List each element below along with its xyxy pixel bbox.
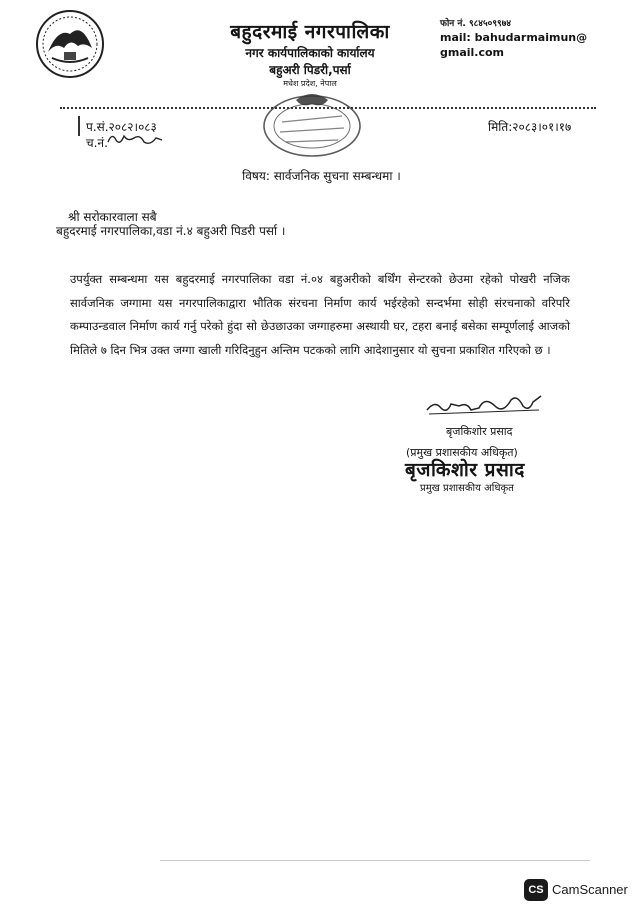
office-seal-stamp-icon	[252, 86, 372, 158]
government-emblem-icon	[34, 8, 106, 80]
camscanner-logo-icon: CS	[524, 879, 548, 901]
recipient-line-1: श्री सरोकारवाला सबै	[68, 210, 157, 224]
signatory-name: बृजकिशोर प्रसाद	[446, 425, 513, 438]
letter-subject: विषय: सार्वजनिक सुचना सम्बन्धमा ।	[242, 169, 401, 183]
camscanner-label: CamScanner	[552, 882, 628, 897]
page-bottom-line	[160, 860, 590, 861]
province-line: मधेश प्रदेश, नेपाल	[283, 79, 337, 88]
reference-margin-bar	[78, 116, 80, 136]
signatory-title: (प्रमुख प्रशासकीय अधिकृत)	[406, 446, 518, 459]
handwritten-dispatch-number	[104, 130, 164, 148]
handwritten-signature	[425, 392, 543, 418]
recipient-line-2: बहुदरमाई नगरपालिका,वडा नं.४ बहुअरी पिडरी पर्सा ।	[56, 224, 286, 238]
signatory-name-stamp: बृजकिशोर प्रसाद	[405, 459, 525, 481]
notice-body: उपर्युक्त सम्बन्धमा यस बहुदरमाई नगरपालिका वडा नं.०४ बहुअरीको बर्थिंग सेन्टरको छेउमा रहेको पोखरी नजिक सार्वजनिक जग्गामा यस नगरपालिकाद्वारा भौतिक संरचना निर्माण कार्य भईरहेको सन्दर्भमा सोही संरचनाको वरिपरि कम्पाउन्डवाल निर्माण कार्य गर्नु परेको हुंदा सो छेउछाउका जग्गाहरुमा अस्थायी घर, टहरा बनाई बसेका सम्पूर्णलाई आजको मितिले ७ दिन भित्र उक्त जग्गा खाली गरिदिनुहुन अन्तिम पटकको लागि आदेशानुसार यो सुचना प्रकाशित गरिएको छ ।	[70, 272, 570, 357]
office-name: नगर कार्यपालिकाको कार्यालय	[245, 46, 375, 60]
reference-number: प.सं.२०८२।०८३	[86, 120, 157, 134]
phone-number: फोन नं. ९८४५०९९७४	[440, 19, 512, 29]
email-line-1: mail: bahudarmaimun@	[440, 31, 588, 44]
signatory-title-stamp: प्रमुख प्रशासकीय अधिकृत	[420, 483, 514, 494]
dispatch-number-label: च.नं.	[86, 136, 108, 150]
organization-name: बहुदरमाई नगरपालिका	[230, 21, 390, 43]
office-address: बहुअरी पिडरी,पर्सा	[269, 63, 351, 77]
email-line-2: gmail.com	[440, 46, 505, 59]
letter-date: मिति:२०८३।०१।१७	[488, 120, 572, 134]
